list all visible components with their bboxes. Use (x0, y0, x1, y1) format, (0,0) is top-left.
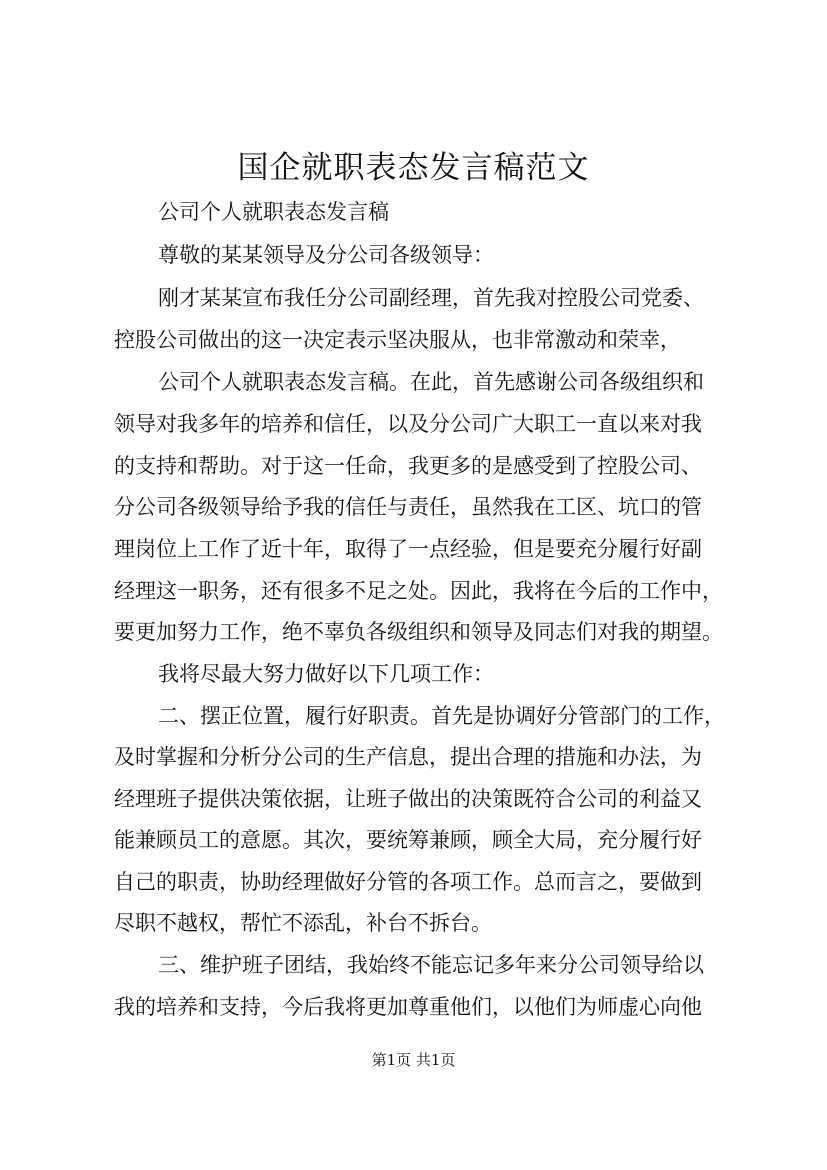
body-line: 尽职不越权，帮忙不添乱，补台不拆台。 (114, 911, 492, 935)
body-line: 二、摆正位置，履行好职责。首先是协调好分管部门的工作， (158, 704, 725, 728)
body-line: 尊敬的某某领导及分公司各级领导： (158, 243, 494, 267)
body-line: 领导对我多年的培养和信任，以及分公司广大职工一直以来对我 (114, 412, 702, 436)
body-line: 三、维护班子团结，我始终不能忘记多年来分公司领导给以 (158, 953, 704, 977)
body-line: 我将尽最大努力做好以下几项工作： (158, 662, 494, 686)
body-line: 经理班子提供决策依据，让班子做出的决策既符合公司的利益又 (114, 787, 702, 811)
body-line: 自己的职责，协助经理做好分管的各项工作。总而言之，要做到 (114, 870, 702, 894)
body-line: 的支持和帮助。对于这一任命，我更多的是感受到了控股公司、 (114, 454, 702, 478)
body-line: 公司个人就职表态发言稿 (158, 200, 389, 224)
body-line: 控股公司做出的这一决定表示坚决服从，也非常激动和荣幸， (114, 328, 681, 352)
body-line: 经理这一职务，还有很多不足之处。因此，我将在今后的工作中， (114, 579, 723, 603)
body-line: 公司个人就职表态发言稿。在此，首先感谢公司各级组织和 (158, 370, 704, 394)
page-footer: 第1页 共1页 (371, 1051, 456, 1069)
body-line: 分公司各级领导给予我的信任与责任，虽然我在工区、坑口的管 (114, 495, 702, 519)
body-line: 我的培养和支持，今后我将更加尊重他们，以他们为师虚心向他 (114, 995, 702, 1019)
body-line: 能兼顾员工的意愿。其次，要统筹兼顾，顾全大局，充分履行好 (114, 828, 702, 852)
document-title: 国企就职表态发言稿范文 (237, 150, 590, 186)
body-line: 理岗位上工作了近十年，取得了一点经验，但是要充分履行好副 (114, 537, 702, 561)
body-line: 刚才某某宣布我任分公司副经理，首先我对控股公司党委、 (158, 286, 704, 310)
body-line: 及时掌握和分析分公司的生产信息，提出合理的措施和办法，为 (114, 745, 702, 769)
body-line: 要更加努力工作，绝不辜负各级组织和领导及同志们对我的期望。 (114, 620, 723, 644)
